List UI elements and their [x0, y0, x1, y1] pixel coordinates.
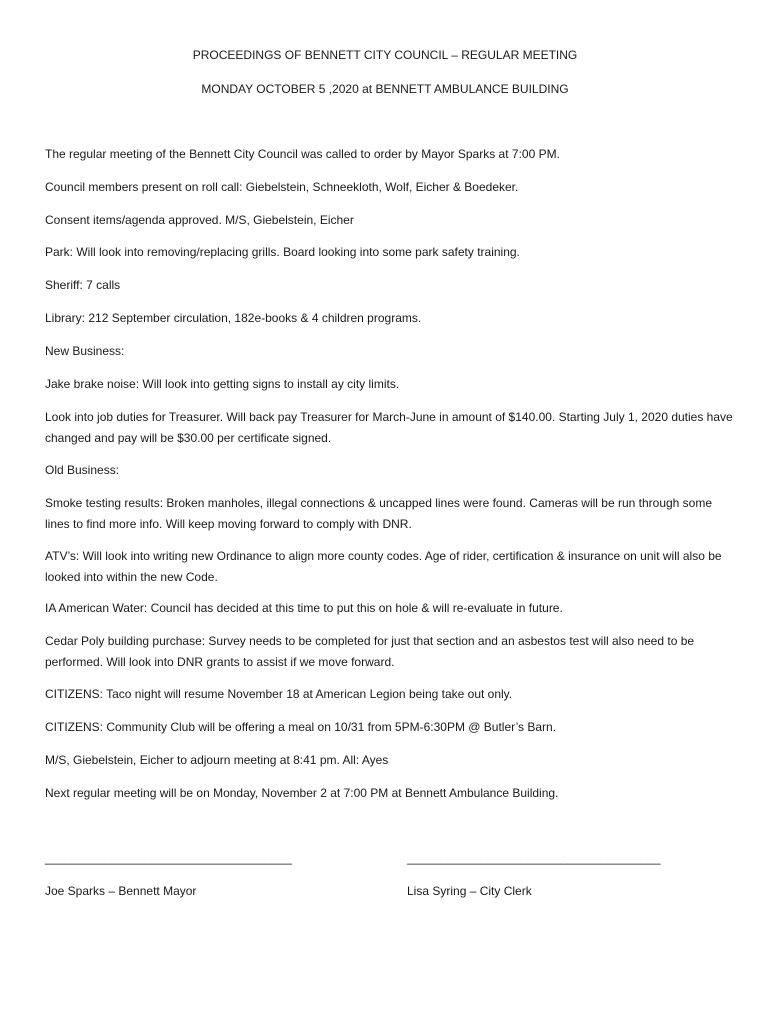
mayor-signature-line: _____________________________________	[45, 851, 292, 865]
paragraph-treasurer: Look into job duties for Treasurer. Will back pay Treasurer for March-June in amount of $140.00. Starting July 1, 2020 duties have changed and pay will be $30.00 per certificate signed.	[45, 410, 733, 445]
document-title: PROCEEDINGS OF BENNETT CITY COUNCIL – REGULAR MEETING	[192, 48, 578, 62]
clerk-name: Lisa Syring – City Clerk	[407, 884, 532, 898]
section-heading-new-business: New Business:	[45, 344, 125, 358]
document-subtitle: MONDAY OCTOBER 5 ,2020 at BENNETT AMBULANCE BUILDING	[201, 82, 569, 96]
paragraph-next-meeting: Next regular meeting will be on Monday, November 2 at 7:00 PM at Bennett Ambulance Building.	[45, 786, 559, 800]
mayor-name: Joe Sparks – Bennett Mayor	[45, 884, 197, 898]
clerk-signature-line: ______________________________________	[407, 851, 661, 865]
paragraph-citizens-community-club: CITIZENS: Community Club will be offering a meal on 10/31 from 5PM-6:30PM @ Butler’s Barn.	[45, 720, 557, 734]
paragraph-park: Park: Will look into removing/replacing grills. Board looking into some park safety training.	[45, 245, 520, 259]
paragraph-call-to-order: The regular meeting of the Bennett City Council was called to order by Mayor Sparks at 7:00 PM.	[45, 147, 560, 161]
paragraph-ia-american-water: IA American Water: Council has decided at this time to put this on hole & will re-evaluate in future.	[45, 601, 563, 615]
paragraph-smoke-testing: Smoke testing results: Broken manholes, illegal connections & uncapped lines were found. Cameras will be run through some lines to find more info. Will keep moving forward to comply with DNR.	[45, 496, 713, 531]
paragraph-citizens-taco: CITIZENS: Taco night will resume November 18 at American Legion being take out only.	[45, 687, 513, 701]
paragraph-roll-call: Council members present on roll call: Giebelstein, Schneekloth, Wolf, Eicher & Boedeker.	[45, 180, 519, 194]
paragraph-atvs: ATV’s: Will look into writing new Ordinance to align more county codes. Age of rider, certification & insurance on unit will also be looked into within the new Code.	[45, 549, 722, 584]
paragraph-adjourn: M/S, Giebelstein, Eicher to adjourn meeting at 8:41 pm. All: Ayes	[45, 753, 389, 767]
paragraph-library: Library: 212 September circulation, 182e-books & 4 children programs.	[45, 311, 422, 325]
paragraph-sheriff: Sheriff: 7 calls	[45, 278, 121, 292]
paragraph-consent: Consent items/agenda approved. M/S, Giebelstein, Eicher	[45, 213, 354, 227]
paragraph-cedar-poly: Cedar Poly building purchase: Survey needs to be completed for just that section and an asbestos test will also need to be performed. Will look into DNR grants to assist if we move forward.	[45, 634, 695, 669]
section-heading-old-business: Old Business:	[45, 463, 120, 477]
paragraph-jake-brake: Jake brake noise: Will look into getting signs to install ay city limits.	[45, 377, 400, 391]
